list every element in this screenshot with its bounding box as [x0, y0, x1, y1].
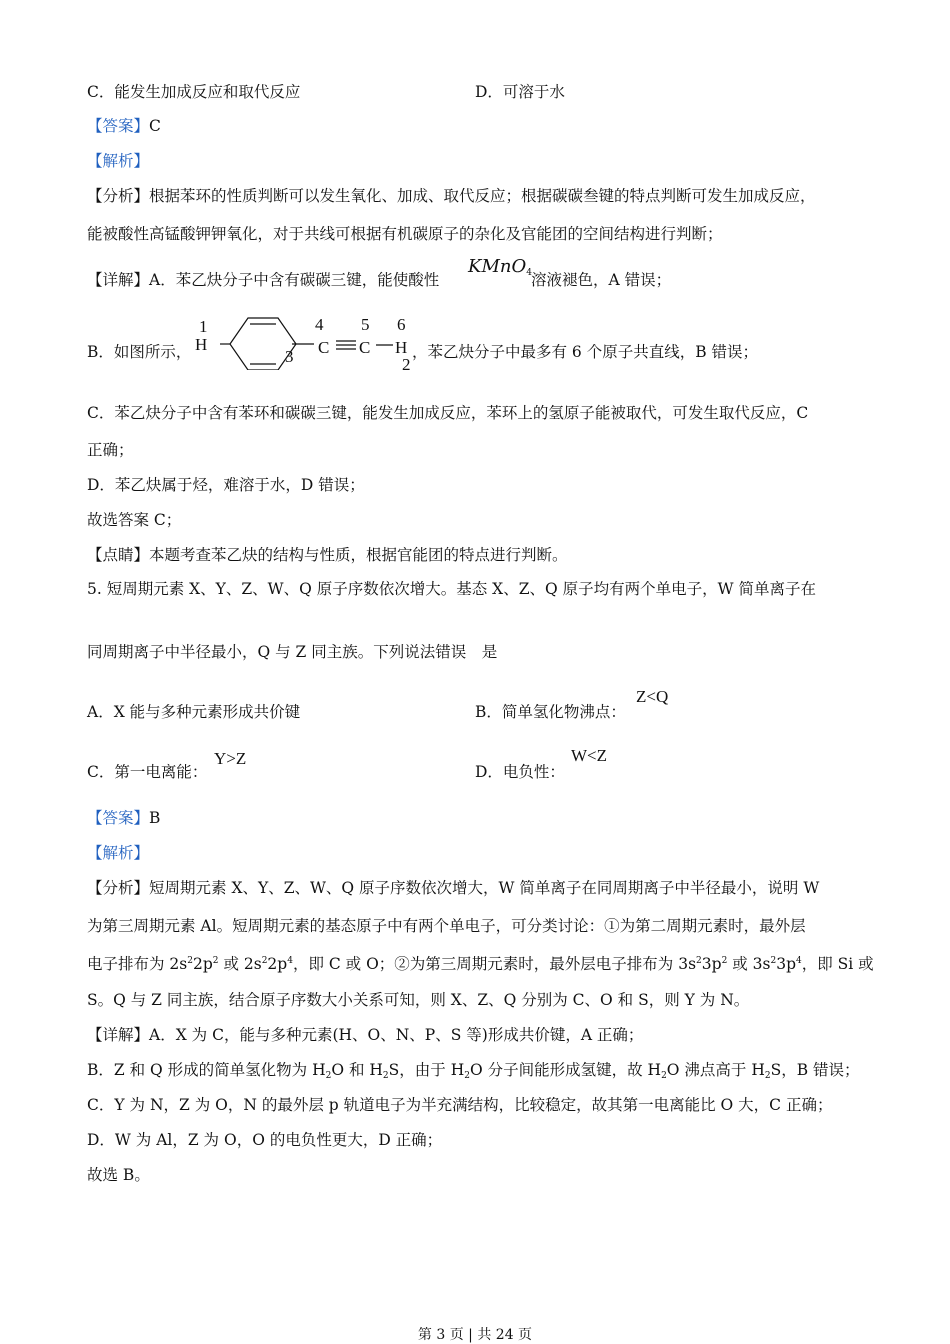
q5-answer: 【答案】B [87, 809, 161, 827]
q5-detail-c: C．Y 为 N，Z 为 O，N 的最外层 p 轨道电子为半充满结构，比较稳定，故其第一电离能比 O 大，C 正确； [87, 1096, 833, 1114]
q4-fenxi-line2: 能被酸性高锰酸钾钾氧化，对于共线可根据有机碳原子的杂化及官能团的空间结构进行判断； [87, 225, 723, 243]
q4-detail-d: D．苯乙炔属于烃，难溶于水，D 错误； [87, 476, 365, 494]
q5-option-c: C．第一电离能： [87, 763, 208, 781]
hydrogen-h1 [195, 316, 215, 356]
q5-option-c-math: Y>Z [214, 749, 247, 768]
phenylacetylene-structure [190, 308, 420, 370]
q4-detail-a-tail: 溶液褪色，A 错误； [531, 271, 672, 289]
q5-fenxi-line4: S。Q 与 Z 同主族，结合原子序数大小关系可知，则 X、Z、Q 分别为 C、O 和 S，则 Y 为 N。 [87, 991, 750, 1009]
q4-fenxi-line1: 【分析】根据苯环的性质判断可以发生氧化、加成、取代反应；根据碳碳叁键的特点判断可发生加成反应， [87, 187, 816, 205]
q4-option-c: C．能发生加成反应和取代反应 [87, 83, 301, 101]
answer-tag: 【答案】 [87, 117, 150, 135]
q5-stem-line1: 5. 短周期元素 X、Y、Z、W、Q 原子序数依次增大。基态 X、Z、Q 原子均有两个单电子，W 简单离子在 [87, 580, 816, 598]
q4-answer [87, 116, 161, 136]
q5-detail-b: B．Z 和 Q 形成的简单氢化物为 $H_2O$ 和 $H_2S$，由于 $H_2O$ 分子间能形成氢键，故 $H_2O$ 沸点高于 $H_2S$，B 错误； [87, 1061, 860, 1081]
page-footer: 第 3 页 | 共 24 页 [417, 1327, 533, 1343]
atom-number-6: 6 [397, 315, 406, 334]
q5-option-d-math: W<Z [571, 746, 608, 765]
q5-fenxi-line2: 为第三周期元素 Al。短周期元素的基态原子中有两个单电子，可分类讨论：①为第二周期元素时，最外层 [87, 917, 806, 935]
q4-option-d: D．可溶于水 [475, 83, 565, 101]
carbon-label-1: C [318, 338, 330, 357]
q5-fenxi-line1: 【分析】短周期元素 X、Y、Z、W、Q 原子序数依次增大，W 简单离子在同周期离子中半径最小，说明 W [87, 879, 820, 897]
atom-number-5: 5 [361, 315, 370, 334]
q4-conclusion: 故选答案 C； [87, 511, 182, 529]
q4-analysis-tag: 【解析】 [87, 152, 150, 170]
svg-text:1: 1 [199, 317, 208, 336]
q5-option-b: B．简单氢化物沸点： [475, 703, 626, 721]
svg-text:H: H [195, 335, 208, 354]
kmno4-formula: KMnO$_4$ [468, 256, 532, 278]
q4-detail-b-tail: ，苯乙炔分子中最多有 6 个原子共直线，B 错误； [412, 343, 759, 361]
atom-number-4: 4 [315, 315, 324, 334]
q4-review: 【点睛】本题考查苯乙炔的结构与性质，根据官能团的特点进行判断。 [87, 546, 568, 564]
q4-detail-a: 【详解】A．苯乙炔分子中含有碳碳三键，能使酸性 [87, 271, 440, 289]
q4-detail-b: B．如图所示， [87, 343, 192, 361]
q4-detail-c-line2: 正确； [87, 441, 134, 459]
q5-detail-d: D．W 为 Al，Z 为 O，O 的电负性更大，D 正确； [87, 1131, 443, 1149]
q5-fenxi-line3: 电子排布为 $2s^22p^2$ 或 $2s^22p^4$，即 C 或 O；②为第三周期元素时，最外层电子排布为 $3s^23p^2$ 或 $3s^23p^4$，即 Si 或 [87, 955, 874, 973]
atom-number-3: 3 [285, 347, 294, 366]
carbon-label-2: C [359, 338, 371, 357]
hydrogen-label-2: H [395, 338, 408, 357]
q5-analysis-tag: 【解析】 [87, 844, 150, 862]
answer-value: C [149, 117, 161, 135]
atom-number-2: 2 [402, 355, 411, 370]
q5-conclusion: 故选 B。 [87, 1166, 150, 1184]
q5-option-d: D．电负性： [475, 763, 565, 781]
q5-option-a: A．X 能与多种元素形成共价键 [87, 703, 301, 721]
q5-stem-line2: 同周期离子中半径最小，Q 与 Z 同主族。下列说法错误 是 [87, 643, 498, 661]
q5-detail-a: 【详解】A．X 为 C，能与多种元素(H、O、N、P、S 等)形成共价键，A 正确； [87, 1026, 644, 1044]
q4-detail-c-line1: C．苯乙炔分子中含有苯环和碳碳三键，能发生加成反应，苯环上的氢原子能被取代，可发生取代反应，C [87, 404, 809, 422]
q5-option-b-math: Z<Q [636, 687, 669, 706]
